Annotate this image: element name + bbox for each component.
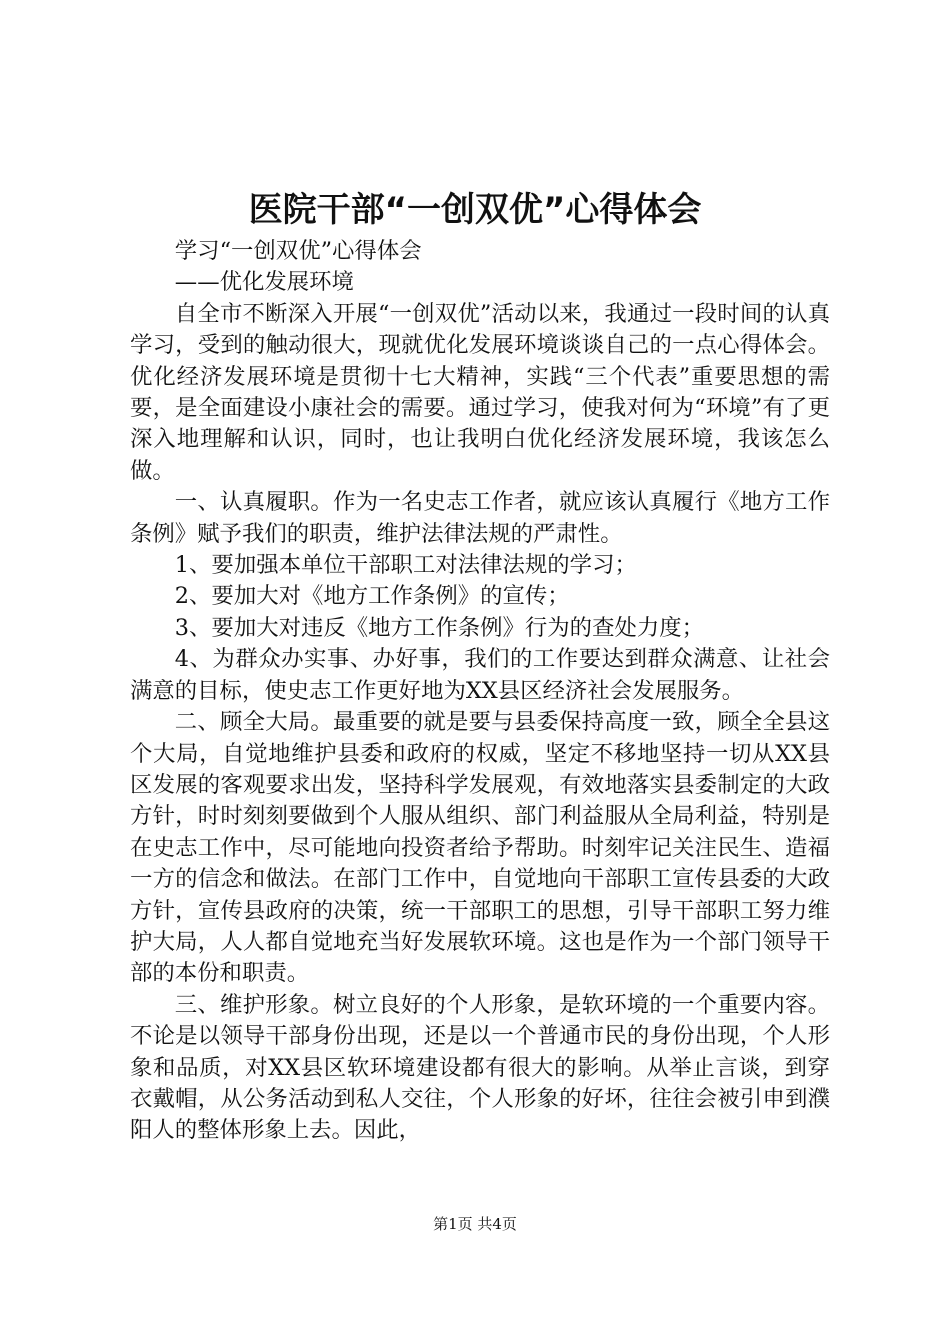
document-title: 医院干部“一创双优”心得体会 — [248, 190, 702, 230]
subtitle-dash: ——优化发展环境 — [174, 269, 354, 296]
paragraph-section-1: 一、认真履职。作为一名史志工作者，就应该认真履行《地方工作条例》赋予我们的职责，维护法律法规的严肃性。 — [130, 489, 830, 547]
subtitle: 学习“一创双优”心得体会 — [174, 238, 422, 264]
paragraph-intro: 自全市不断深入开展“一创双优”活动以来，我通过一段时间的认真学习，受到的触动很大，现就优化发展环境谈谈自己的一点心得体会。优化经济发展环境是贯彻十七大精神，实践“三个代表”重要思想的需要，是全面建设小康社会的需要。通过学习，使我对何为“环境”有了更深入地理解和认识，同时，也让我明白优化经济发展环境，我该怎么做。 — [130, 300, 830, 484]
paragraph-section-2: 二、顾全大局。最重要的就是要与县委保持高度一致，顾全全县这个大局，自觉地维护县委和政府的权威，坚定不移地坚持一切从XX县区发展的客观要求出发，坚持科学发展观，有效地落实县委制定的大政方针，时时刻刻要做到个人服从组织、部门利益服从全局利益，特别是在史志工作中，尽可能地向投资者给予帮助。时刻牢记关注民生、造福一方的信念和做法。在部门工作中，自觉地向干部职工宣传县委的大政方针，宣传县政府的决策，统一干部职工的思想，引导干部职工努力维护大局，人人都自觉地充当好发展软环境。这也是作为一个部门领导干部的本份和职责。 — [130, 709, 830, 987]
paragraph-section-3: 三、维护形象。树立良好的个人形象，是软环境的一个重要内容。不论是以领导干部身份出现，还是以一个普通市民的身份出现，个人形象和品质，对XX县区软环境建设都有很大的影响。从举止言谈，到穿衣戴帽，从公务活动到私人交往，个人形象的好坏，往往会被引申到濮阳人的整体形象上去。因此， — [130, 991, 830, 1144]
list-item-3: 3、要加大对违反《地方工作条例》行为的查处力度； — [174, 614, 705, 641]
list-item-4: 4、为群众办实事、办好事，我们的工作要达到群众满意、让社会满意的目标，使史志工作更好地为XX县区经济社会发展服务。 — [130, 646, 830, 704]
document-body — [130, 236, 830, 1147]
list-item-1: 1、要加强本单位干部职工对法律法规的学习； — [174, 552, 637, 579]
list-item-2: 2、要加大对《地方工作条例》的宣传； — [174, 583, 570, 610]
page-footer: 第1页 共4页 — [433, 1215, 517, 1233]
